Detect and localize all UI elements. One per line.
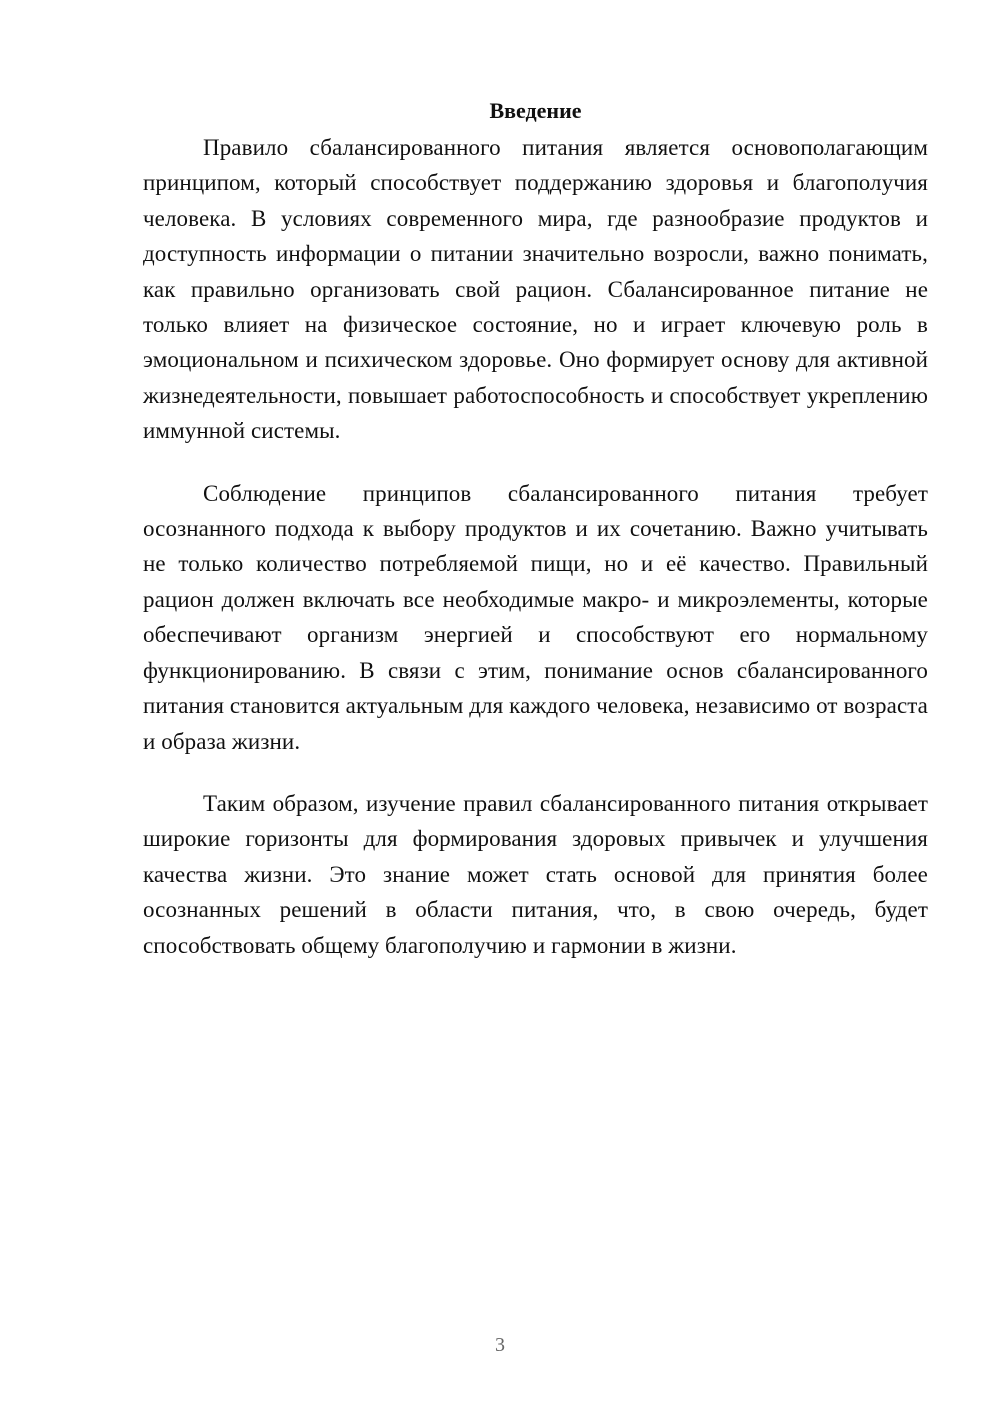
paragraph-3: Таким образом, изучение правил сбалансированного питания открывает широкие горизонты для формирования здоровых привычек и улучшения качества жизни. Это знание может стать основой для принятия более осознанных решений в области питания, что, в свою очередь, будет способствовать общему благополучию и гармонии в жизни.	[143, 790, 928, 958]
paragraph-2: Соблюдение принципов сбалансированного питания требует осознанного подхода к выбору продуктов и их сочетанию. Важно учитывать не только количество потребляемой пищи, но и её качество. Правильный рацион должен включать все необходимые макро- и микроэлементы, которые обеспечивают организм энергией и способствуют его нормальному функционированию. В связи с этим, понимание основ сбалансированного питания становится актуальным для каждого человека, независимо от возраста и образа жизни.	[143, 480, 928, 754]
page-number: 3	[495, 1334, 505, 1356]
paragraph-1: Правило сбалансированного питания является основополагающим принципом, который способствует поддержанию здоровья и благополучия человека. В условиях современного мира, где разнообразие продуктов и доступность информации о питании значительно возросли, важно понимать, как правильно организовать свой рацион. Сбалансированное питание не только влияет на физическое состояние, но и играет ключевую роль в эмоциональном и психическом здоровье. Оно формирует основу для активной жизнедеятельности, повышает работоспособность и способствует укреплению иммунной системы.	[143, 135, 928, 444]
section-title: Введение	[489, 98, 582, 123]
page-content	[143, 93, 928, 990]
